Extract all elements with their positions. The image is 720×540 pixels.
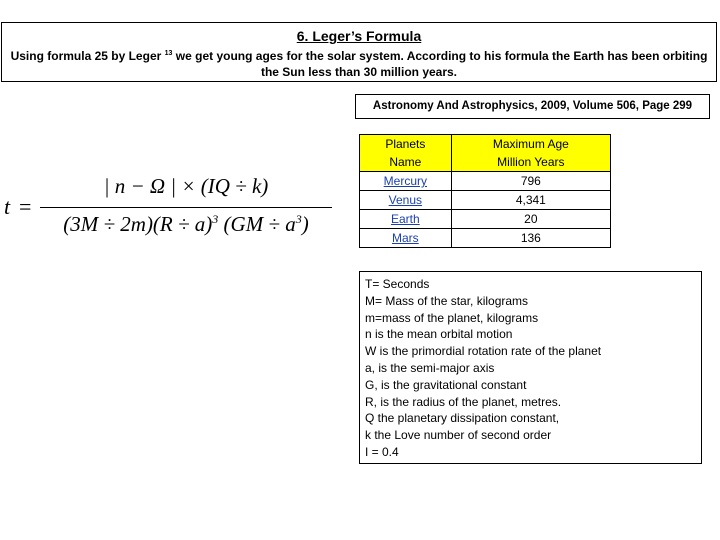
formula-numerator: | n − Ω | × (IQ ÷ k) — [103, 174, 269, 198]
legend-item: G, is the gravitational constant — [365, 377, 527, 392]
legend-item: T= Seconds — [365, 277, 430, 291]
denominator-part-a: (3M ÷ 2m)(R ÷ a) — [63, 212, 213, 236]
planet-age: 20 — [451, 210, 610, 229]
table-header-row — [360, 153, 611, 172]
planet-age-table — [359, 134, 611, 248]
legend-item: a, is the semi-major axis — [365, 360, 495, 375]
table-row — [360, 229, 611, 248]
planet-link-mars[interactable]: Mars — [360, 229, 452, 248]
denominator-exp-b: 3 — [295, 212, 302, 226]
table-row — [360, 172, 611, 191]
planet-link-venus[interactable]: Venus — [360, 191, 452, 210]
denominator-part-b: (GM ÷ a — [223, 212, 296, 236]
planet-link-mercury[interactable]: Mercury — [360, 172, 452, 191]
header-box — [1, 22, 717, 82]
denominator-exp-a: 3 — [212, 212, 219, 226]
formula-equals: = — [19, 194, 32, 219]
table-header-row — [360, 135, 611, 154]
planet-age: 136 — [451, 229, 610, 248]
header-max-age: Maximum Age — [451, 135, 610, 154]
intro-text-after: we get young ages for the solar system. According to his formula the Earth has been orbiting the Sun less than 30 million years. — [175, 49, 708, 79]
formula-lhs: t — [4, 194, 11, 219]
header-planets: Planets — [360, 135, 452, 154]
slide-title: 6. Leger’s Formula — [296, 28, 422, 44]
reference-number: 13 — [164, 50, 173, 57]
fraction-bar — [40, 207, 332, 208]
legend-item: R, is the radius of the planet, metres. — [365, 394, 562, 409]
legend-item: m=mass of the planet, kilograms — [365, 310, 539, 325]
intro-paragraph — [2, 46, 716, 80]
table-row — [360, 191, 611, 210]
planet-age: 4,341 — [451, 191, 610, 210]
legend-item: W is the primordial rotation rate of the planet — [365, 344, 602, 359]
legend-item: I = 0.4 — [365, 444, 399, 459]
variable-legend — [359, 271, 702, 464]
formula-denominator — [40, 212, 332, 237]
denominator-part-c: ) — [301, 212, 309, 236]
legend-item: k the Love number of second order — [365, 428, 552, 443]
legend-item: Q the planetary dissipation constant, — [365, 411, 560, 426]
legend-item: n is the mean orbital motion — [365, 327, 513, 342]
citation-box: Astronomy And Astrophysics, 2009, Volume 506, Page 299 — [355, 94, 710, 119]
leger-formula — [4, 172, 334, 244]
header-name: Name — [360, 153, 452, 172]
header-million-years: Million Years — [451, 153, 610, 172]
planet-link-earth[interactable]: Earth — [360, 210, 452, 229]
legend-item: M= Mass of the star, kilograms — [365, 293, 529, 308]
planet-age: 796 — [451, 172, 610, 191]
table-row — [360, 210, 611, 229]
intro-text-before: Using formula 25 by Leger — [10, 49, 162, 63]
